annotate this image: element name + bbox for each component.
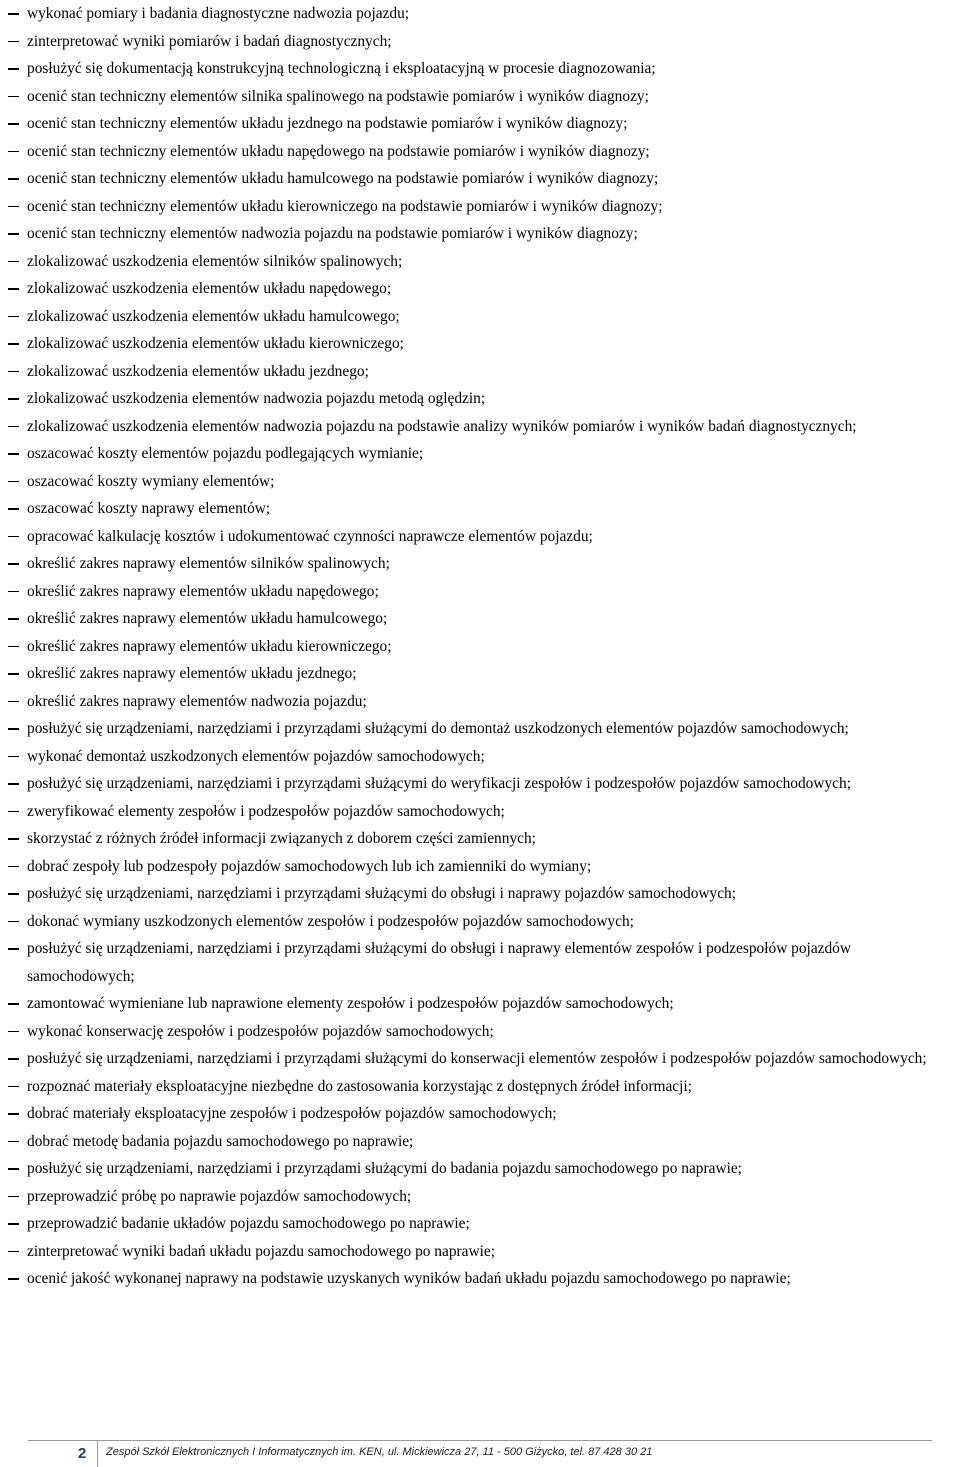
list-item (0, 853, 952, 881)
list-item (0, 578, 952, 606)
dash-bullet-icon (8, 591, 19, 593)
list-item-text: skorzystać z różnych źródeł informacji związanych z doborem części zamiennych; (27, 830, 536, 847)
list-item-text: posłużyć się urządzeniami, narzędziami i przyrządami służącymi do konserwacji elementów zespołów i podzespołów pojazdów samochodowych; (27, 1050, 927, 1067)
dash-bullet-icon (8, 508, 19, 510)
dash-bullet-icon (8, 426, 19, 428)
dash-bullet-icon (8, 123, 19, 125)
dash-bullet-icon (8, 673, 19, 675)
list-item (0, 495, 952, 523)
list-item-text: wykonać pomiary i badania diagnostyczne nadwozia pojazdu; (27, 5, 410, 22)
dash-bullet-icon (8, 206, 19, 208)
dash-bullet-icon (8, 453, 19, 455)
list-item-text: zamontować wymieniane lub naprawione elementy zespołów i podzespołów pojazdów samochodowych; (27, 995, 674, 1012)
page-footer (0, 1436, 960, 1467)
dash-bullet-icon (8, 838, 19, 840)
list-item-text: przeprowadzić próbę po naprawie pojazdów samochodowych; (27, 1187, 412, 1205)
list-item (0, 880, 952, 908)
dash-bullet-icon (8, 371, 19, 373)
list-item-text: ocenić stan techniczny elementów silnika spalinowego na podstawie pomiarów i wyników diagnozy; (27, 87, 649, 105)
list-item (0, 523, 952, 551)
list-item (0, 55, 952, 83)
list-item-text: określić zakres naprawy elementów układu napędowego; (27, 582, 379, 600)
list-item (0, 715, 952, 743)
list-item-text: posłużyć się urządzeniami, narzędziami i przyrządami służącymi do demontaż uszkodzonych elementów pojazdów samochodowych; (27, 720, 849, 737)
list-item (0, 110, 952, 138)
list-item-text: zlokalizować uszkodzenia elementów układu napędowego; (27, 280, 392, 297)
footer-divider (28, 1440, 932, 1441)
dash-bullet-icon (8, 316, 19, 318)
list-item (0, 550, 952, 578)
dash-bullet-icon (8, 1058, 19, 1060)
footer-vertical-divider (97, 1441, 98, 1467)
list-item-text: oszacować koszty naprawy elementów; (27, 500, 271, 517)
list-item-text: oszacować koszty elementów pojazdu podlegających wymianie; (27, 445, 424, 462)
list-item (0, 660, 952, 688)
list-item-text: zlokalizować uszkodzenia elementów nadwozia pojazdu na podstawie analizy wyników pomiarów i wyników badań diagnostycznych; (27, 417, 857, 435)
dash-bullet-icon (8, 1251, 19, 1253)
dash-bullet-icon (8, 811, 19, 813)
list-item (0, 1210, 952, 1238)
dash-bullet-icon (8, 1168, 19, 1170)
list-item-text: zlokalizować uszkodzenia elementów układu jezdnego; (27, 362, 369, 380)
dash-bullet-icon (8, 893, 19, 895)
list-item (0, 743, 952, 771)
list-item (0, 798, 952, 826)
list-item-text: ocenić jakość wykonanej naprawy na podstawie uzyskanych wyników badań układu pojazdu samochodowego po naprawie; (27, 1270, 791, 1287)
list-item (0, 1183, 952, 1211)
list-item-text: posłużyć się urządzeniami, narzędziami i przyrządami służącymi do obsługi i naprawy pojazdów samochodowych; (27, 885, 737, 902)
dash-bullet-icon (8, 41, 19, 43)
list-item (0, 165, 952, 193)
dash-bullet-icon (8, 398, 19, 400)
dash-bullet-icon (8, 1278, 19, 1280)
dash-bullet-icon (8, 1223, 19, 1225)
footer-address: Zespół Szkół Elektronicznych I Informatycznych im. KEN, ul. Mickiewicza 27, 11 - 500 Giżycko, tel. 87 428 30 21 (106, 1446, 653, 1458)
list-item-text: określić zakres naprawy elementów silników spalinowych; (27, 555, 390, 572)
dash-bullet-icon (8, 563, 19, 565)
dash-bullet-icon (8, 13, 19, 15)
list-item (0, 1018, 952, 1046)
list-item-text: posłużyć się dokumentacją konstrukcyjną technologiczną i eksploatacyjną w procesie diagnozowania; (27, 60, 656, 77)
dash-bullet-icon (8, 1086, 19, 1088)
list-item-text: zinterpretować wyniki badań układu pojazdu samochodowego po naprawie; (27, 1242, 495, 1260)
list-item (0, 358, 952, 386)
list-item-text: zlokalizować uszkodzenia elementów silników spalinowych; (27, 252, 403, 270)
list-item (0, 935, 952, 990)
dash-bullet-icon (8, 921, 19, 923)
dash-bullet-icon (8, 233, 19, 235)
list-item-text: ocenić stan techniczny elementów układu jezdnego na podstawie pomiarów i wyników diagnozy; (27, 115, 628, 132)
list-item-text: dokonać wymiany uszkodzonych elementów zespołów i podzespołów pojazdów samochodowych; (27, 912, 634, 930)
list-item-text: określić zakres naprawy elementów układu jezdnego; (27, 665, 357, 682)
dash-bullet-icon (8, 151, 19, 153)
list-item (0, 1265, 952, 1293)
list-item (0, 633, 952, 661)
dash-bullet-icon (8, 1003, 19, 1005)
list-item-text: ocenić stan techniczny elementów układu napędowego na podstawie pomiarów i wyników diagnozy; (27, 142, 650, 160)
list-item (0, 28, 952, 56)
list-item (0, 1238, 952, 1266)
dash-bullet-icon (8, 701, 19, 703)
list-item (0, 688, 952, 716)
list-item-text: zlokalizować uszkodzenia elementów układu hamulcowego; (27, 307, 400, 325)
list-item (0, 413, 952, 441)
list-item (0, 138, 952, 166)
list-item-text: dobrać metodę badania pojazdu samochodowego po naprawie; (27, 1132, 414, 1150)
dash-bullet-icon (8, 288, 19, 290)
list-item-text: posłużyć się urządzeniami, narzędziami i przyrządami służącymi do badania pojazdu samochodowego po naprawie; (27, 1160, 742, 1177)
list-item-text: wykonać konserwację zespołów i podzespołów pojazdów samochodowych; (27, 1022, 494, 1040)
list-item (0, 83, 952, 111)
list-item (0, 330, 952, 358)
dash-bullet-icon (8, 68, 19, 70)
list-item (0, 440, 952, 468)
dash-bullet-icon (8, 536, 19, 538)
list-item (0, 770, 952, 798)
list-item-text: określić zakres naprawy elementów nadwozia pojazdu; (27, 692, 367, 710)
list-item-text: ocenić stan techniczny elementów układu kierowniczego na podstawie pomiarów i wyników diagnozy; (27, 197, 663, 215)
list-item-text: wykonać demontaż uszkodzonych elementów pojazdów samochodowych; (27, 747, 485, 765)
list-item (0, 1045, 952, 1073)
dash-bullet-icon (8, 783, 19, 785)
page-number: 2 (78, 1445, 87, 1462)
list-item-text: posłużyć się urządzeniami, narzędziami i przyrządami służącymi do obsługi i naprawy elementów zespołów i podzespołów pojazdów samochodowych; (27, 940, 851, 985)
list-item-text: ocenić stan techniczny elementów układu hamulcowego na podstawie pomiarów i wyników diagnozy; (27, 170, 659, 187)
list-item-text: dobrać materiały eksploatacyjne zespołów i podzespołów pojazdów samochodowych; (27, 1105, 557, 1122)
dash-bullet-icon (8, 1031, 19, 1033)
list-item (0, 275, 952, 303)
list-item (0, 908, 952, 936)
dash-bullet-icon (8, 178, 19, 180)
dash-bullet-icon (8, 646, 19, 648)
list-item-text: opracować kalkulację kosztów i udokumentować czynności naprawcze elementów pojazdu; (27, 527, 593, 545)
dash-bullet-icon (8, 261, 19, 263)
dash-bullet-icon (8, 96, 19, 98)
list-item-text: zlokalizować uszkodzenia elementów układu kierowniczego; (27, 335, 404, 352)
list-item-text: ocenić stan techniczny elementów nadwozia pojazdu na podstawie pomiarów i wyników diagnozy; (27, 225, 638, 242)
list-item (0, 1128, 952, 1156)
dash-bullet-icon (8, 1196, 19, 1198)
dash-bullet-icon (8, 866, 19, 868)
list-item-text: zinterpretować wyniki pomiarów i badań diagnostycznych; (27, 32, 392, 50)
list-item-text: rozpoznać materiały eksploatacyjne niezbędne do zastosowania korzystając z dostępnych źródeł informacji; (27, 1077, 692, 1095)
dash-bullet-icon (8, 728, 19, 730)
dash-bullet-icon (8, 1141, 19, 1143)
list-item (0, 193, 952, 221)
list-item (0, 248, 952, 276)
dash-bullet-icon (8, 343, 19, 345)
list-item-text: dobrać zespoły lub podzespoły pojazdów samochodowych lub ich zamienniki do wymiany; (27, 857, 592, 875)
dash-bullet-icon (8, 618, 19, 620)
list-item-text: posłużyć się urządzeniami, narzędziami i przyrządami służącymi do weryfikacji zespołów i podzespołów pojazdów samochodowych; (27, 775, 851, 792)
list-item (0, 825, 952, 853)
list-item-text: zweryfikować elementy zespołów i podzespołów pojazdów samochodowych; (27, 802, 505, 820)
list-item (0, 1100, 952, 1128)
dash-bullet-icon (8, 756, 19, 758)
list-item-text: przeprowadzić badanie układów pojazdu samochodowego po naprawie; (27, 1215, 470, 1232)
list-item (0, 1073, 952, 1101)
list-item-text: określić zakres naprawy elementów układu hamulcowego; (27, 610, 388, 627)
list-item (0, 1155, 952, 1183)
dash-bullet-icon (8, 948, 19, 950)
list-item (0, 220, 952, 248)
list-item-text: określić zakres naprawy elementów układu kierowniczego; (27, 637, 392, 655)
list-item (0, 605, 952, 633)
list-item-text: zlokalizować uszkodzenia elementów nadwozia pojazdu metodą oględzin; (27, 390, 486, 407)
dash-bullet-icon (8, 481, 19, 483)
list-item (0, 303, 952, 331)
dash-bullet-icon (8, 1113, 19, 1115)
list-item (0, 468, 952, 496)
list-item (0, 0, 952, 28)
list-item (0, 385, 952, 413)
list-item-text: oszacować koszty wymiany elementów; (27, 472, 275, 490)
list-item (0, 990, 952, 1018)
